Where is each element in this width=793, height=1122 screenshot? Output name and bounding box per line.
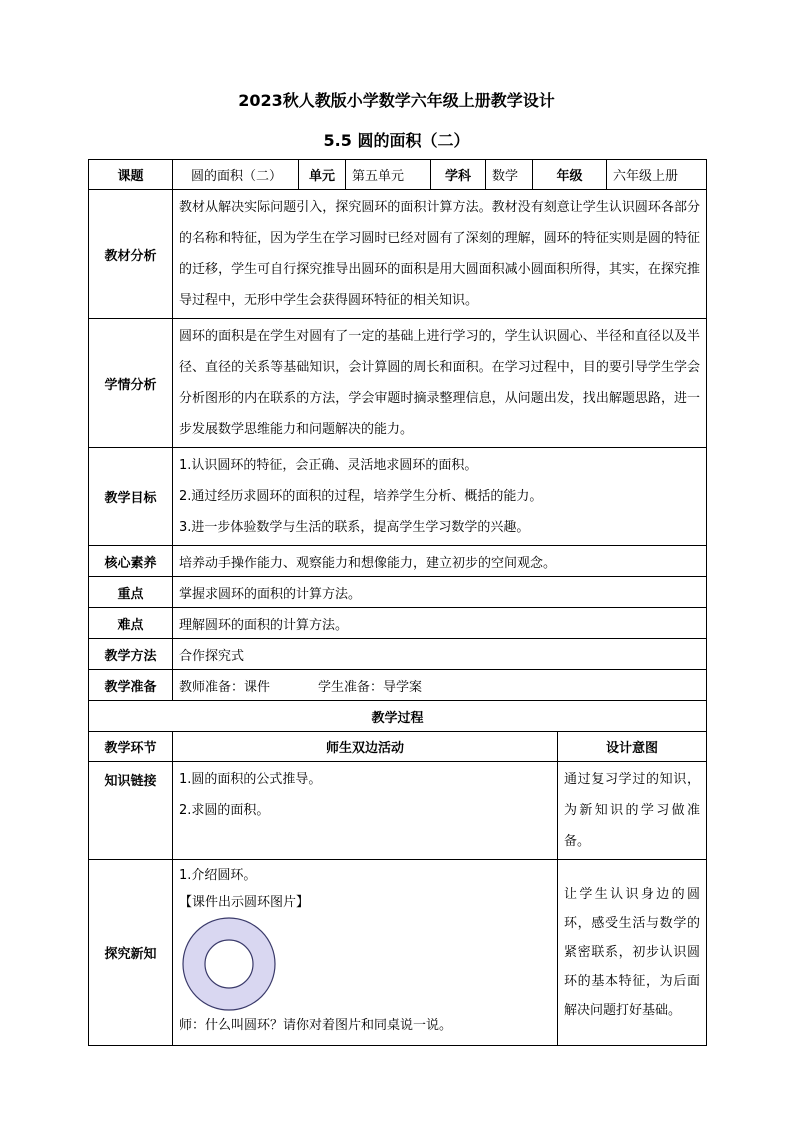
difficulty-text: 理解圆环的面积的计算方法。: [173, 608, 707, 639]
goals-label: 教学目标: [89, 448, 173, 546]
goal-item: 2.通过经历求圆环的面积的过程，培养学生分析、概括的能力。: [179, 489, 543, 504]
annulus-icon: [181, 916, 277, 1012]
prep-label: 教学准备: [89, 670, 173, 701]
textbook-analysis-text: 教材从解决实际问题引入，探究圆环的面积计算方法。教材没有刻意让学生认识圆环各部分的名称和特征，因为学生在学习圆时已经对圆有了深刻的理解，圆环的特征实则是圆的特征的迁移，学生可自行探究推导出圆环的面积是用大圆面积减小圆面积所得，其实，在探究推导过程中，无形中学生会获得圆环特征的相关知识。: [173, 190, 707, 319]
subject-value: 数学: [486, 160, 533, 190]
process-row-knowledge-link: [89, 762, 707, 860]
topic-value: 圆的面积（二）: [173, 160, 299, 190]
process-columns-row: [89, 732, 707, 762]
student-prep: 学生准备：导学案: [318, 679, 423, 695]
stage-explore: 探究新知: [89, 860, 173, 1046]
info-row: [89, 160, 707, 190]
activity-item: 【课件出示圆环图片】: [179, 895, 310, 910]
textbook-analysis-label: 教材分析: [89, 190, 173, 319]
student-analysis-text: 圆环的面积是在学生对圆有了一定的基础上进行学习的，学生认识圆心、半径和直径以及半径、直径的关系等基础知识，会计算圆的周长和面积。在学习过程中，目的要引导学生学会分析图形的内在联系的方法，学会审题时摘录整理信息，从问题出发，找出解题思路，进一步发展数学思维能力和问题解决的能力。: [173, 319, 707, 448]
intent-cell: 通过复习学过的知识，为新知识的学习做准备。: [558, 762, 707, 860]
intent-cell: 让学生认识身边的圆环，感受生活与数学的紧密联系，初步认识圆环的基本特征，为后面解决问题打好基础。: [558, 860, 707, 1046]
teacher-prep: 教师准备：课件: [179, 679, 271, 695]
activity-item: 2.求圆的面积。: [179, 803, 270, 818]
topic-label: 课题: [89, 160, 173, 190]
key-point-text: 掌握求圆环的面积的计算方法。: [173, 577, 707, 608]
stage-knowledge-link: 知识链接: [89, 762, 173, 860]
goal-item: 3.进一步体验数学与生活的联系，提高学生学习数学的兴趣。: [179, 520, 530, 535]
col-intent-header: 设计意图: [558, 732, 707, 762]
textbook-analysis-row: [89, 190, 707, 319]
unit-label: 单元: [299, 160, 346, 190]
process-heading: 教学过程: [89, 701, 707, 732]
lesson-subtitle: 5.5 圆的面积（二）: [323, 131, 470, 150]
prep-row: [89, 670, 707, 701]
subject-label: 学科: [431, 160, 486, 190]
student-analysis-row: [89, 319, 707, 448]
method-row: [89, 639, 707, 670]
unit-value: 第五单元: [346, 160, 431, 190]
method-text: 合作探究式: [173, 639, 707, 670]
lesson-plan-table: [88, 159, 707, 1046]
document-title: 2023秋人教版小学数学六年级上册教学设计: [238, 91, 555, 110]
goal-item: 1.认识圆环的特征，会正确、灵活地求圆环的面积。: [179, 458, 478, 473]
col-stage-header: 教学环节: [89, 732, 173, 762]
literacy-row: [89, 546, 707, 577]
method-label: 教学方法: [89, 639, 173, 670]
goals-list: [173, 448, 707, 546]
ring-image: [179, 916, 551, 1012]
process-heading-row: [89, 701, 707, 732]
col-activity-header: 师生双边活动: [173, 732, 558, 762]
literacy-label: 核心素养: [89, 546, 173, 577]
grade-label: 年级: [533, 160, 607, 190]
process-row-explore: [89, 860, 707, 1046]
activity-cell: [173, 762, 558, 860]
teacher-question: 师：什么叫圆环？请你对着图片和同桌说一说。: [179, 1018, 453, 1033]
activity-item: 1.介绍圆环。: [179, 868, 257, 883]
goals-row: [89, 448, 707, 546]
literacy-text: 培养动手操作能力、观察能力和想像能力，建立初步的空间观念。: [173, 546, 707, 577]
key-point-row: [89, 577, 707, 608]
activity-cell: [173, 860, 558, 1046]
prep-text: [173, 670, 707, 701]
difficulty-label: 难点: [89, 608, 173, 639]
activity-item: 1.圆的面积的公式推导。: [179, 772, 322, 787]
student-analysis-label: 学情分析: [89, 319, 173, 448]
key-point-label: 重点: [89, 577, 173, 608]
difficulty-row: [89, 608, 707, 639]
grade-value: 六年级上册: [607, 160, 707, 190]
